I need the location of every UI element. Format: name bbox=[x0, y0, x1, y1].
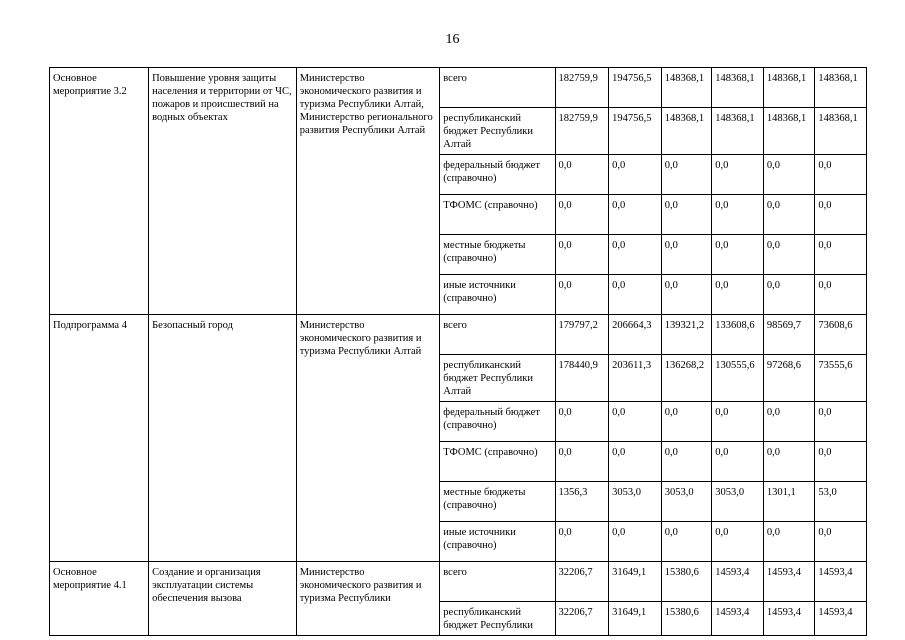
amount-cell: 148368,1 bbox=[661, 108, 712, 155]
amount-cell: 14593,4 bbox=[763, 602, 815, 636]
amount-cell: 0,0 bbox=[555, 235, 609, 275]
amount-cell: 203611,3 bbox=[609, 355, 662, 402]
amount-cell: 0,0 bbox=[661, 275, 712, 315]
amount-cell: 0,0 bbox=[609, 235, 662, 275]
funding-source-cell: республиканский бюджет Республики Алтай bbox=[440, 108, 555, 155]
funding-source-cell: ТФОМС (справочно) bbox=[440, 442, 555, 482]
amount-cell: 3053,0 bbox=[712, 482, 764, 522]
amount-cell: 0,0 bbox=[712, 402, 764, 442]
amount-cell: 0,0 bbox=[661, 195, 712, 235]
amount-cell: 32206,7 bbox=[555, 602, 609, 636]
amount-cell: 53,0 bbox=[815, 482, 867, 522]
amount-cell: 0,0 bbox=[609, 522, 662, 562]
amount-cell: 148368,1 bbox=[815, 108, 867, 155]
funding-source-cell: всего bbox=[440, 562, 555, 602]
amount-cell: 0,0 bbox=[555, 155, 609, 195]
amount-cell: 73608,6 bbox=[815, 315, 867, 355]
amount-cell: 0,0 bbox=[609, 442, 662, 482]
amount-cell: 0,0 bbox=[555, 402, 609, 442]
program-name-cell: Повышение уровня защиты населения и территории от ЧС, пожаров и происшествий на водных объектах bbox=[149, 68, 297, 315]
amount-cell: 0,0 bbox=[763, 522, 815, 562]
amount-cell: 31649,1 bbox=[609, 602, 662, 636]
amount-cell: 15380,6 bbox=[661, 562, 712, 602]
amount-cell: 14593,4 bbox=[712, 602, 764, 636]
amount-cell: 0,0 bbox=[763, 195, 815, 235]
amount-cell: 139321,2 bbox=[661, 315, 712, 355]
amount-cell: 0,0 bbox=[609, 155, 662, 195]
amount-cell: 0,0 bbox=[555, 442, 609, 482]
amount-cell: 0,0 bbox=[763, 402, 815, 442]
amount-cell: 0,0 bbox=[815, 235, 867, 275]
funding-source-cell: иные источники (справочно) bbox=[440, 275, 555, 315]
amount-cell: 0,0 bbox=[815, 155, 867, 195]
amount-cell: 182759,9 bbox=[555, 108, 609, 155]
funding-source-cell: республиканский бюджет Республики Алтай bbox=[440, 355, 555, 402]
amount-cell: 0,0 bbox=[712, 195, 764, 235]
funding-source-cell: ТФОМС (справочно) bbox=[440, 195, 555, 235]
amount-cell: 0,0 bbox=[555, 275, 609, 315]
amount-cell: 0,0 bbox=[661, 155, 712, 195]
amount-cell: 15380,6 bbox=[661, 602, 712, 636]
amount-cell: 0,0 bbox=[555, 522, 609, 562]
amount-cell: 148368,1 bbox=[712, 68, 764, 108]
amount-cell: 148368,1 bbox=[763, 108, 815, 155]
amount-cell: 0,0 bbox=[712, 442, 764, 482]
amount-cell: 98569,7 bbox=[763, 315, 815, 355]
program-name-cell: Создание и организация эксплуатации системы обеспечения вызова bbox=[149, 562, 297, 636]
funding-source-cell: федеральный бюджет (справочно) bbox=[440, 155, 555, 195]
amount-cell: 148368,1 bbox=[712, 108, 764, 155]
amount-cell: 0,0 bbox=[712, 235, 764, 275]
amount-cell: 0,0 bbox=[609, 195, 662, 235]
table-row bbox=[50, 68, 867, 108]
funding-source-cell: всего bbox=[440, 315, 555, 355]
budget-table-body bbox=[50, 68, 867, 636]
amount-cell: 3053,0 bbox=[609, 482, 662, 522]
amount-cell: 0,0 bbox=[815, 402, 867, 442]
program-name-cell: Безопасный город bbox=[149, 315, 297, 562]
amount-cell: 194756,5 bbox=[609, 108, 662, 155]
amount-cell: 0,0 bbox=[815, 442, 867, 482]
executor-cell: Министерство экономического развития и туризма Республики bbox=[296, 562, 440, 636]
program-code-cell: Основное мероприятие 4.1 bbox=[50, 562, 149, 636]
funding-source-cell: местные бюджеты (справочно) bbox=[440, 482, 555, 522]
amount-cell: 0,0 bbox=[815, 195, 867, 235]
amount-cell: 0,0 bbox=[763, 155, 815, 195]
amount-cell: 32206,7 bbox=[555, 562, 609, 602]
amount-cell: 206664,3 bbox=[609, 315, 662, 355]
program-code-cell: Подпрограмма 4 bbox=[50, 315, 149, 562]
amount-cell: 3053,0 bbox=[661, 482, 712, 522]
amount-cell: 136268,2 bbox=[661, 355, 712, 402]
amount-cell: 0,0 bbox=[609, 402, 662, 442]
budget-table bbox=[49, 67, 867, 636]
amount-cell: 0,0 bbox=[712, 275, 764, 315]
amount-cell: 0,0 bbox=[661, 402, 712, 442]
funding-source-cell: федеральный бюджет (справочно) bbox=[440, 402, 555, 442]
amount-cell: 133608,6 bbox=[712, 315, 764, 355]
page-number: 16 bbox=[445, 32, 460, 47]
funding-source-cell: иные источники (справочно) bbox=[440, 522, 555, 562]
amount-cell: 0,0 bbox=[661, 442, 712, 482]
amount-cell: 0,0 bbox=[555, 195, 609, 235]
amount-cell: 0,0 bbox=[763, 235, 815, 275]
amount-cell: 97268,6 bbox=[763, 355, 815, 402]
amount-cell: 0,0 bbox=[712, 155, 764, 195]
amount-cell: 179797,2 bbox=[555, 315, 609, 355]
executor-cell: Министерство экономического развития и туризма Республики Алтай, Министерство регионального развития Республики Алтай bbox=[296, 68, 440, 315]
program-code-cell: Основное мероприятие 3.2 bbox=[50, 68, 149, 315]
amount-cell: 0,0 bbox=[763, 275, 815, 315]
amount-cell: 0,0 bbox=[609, 275, 662, 315]
amount-cell: 1356,3 bbox=[555, 482, 609, 522]
amount-cell: 14593,4 bbox=[815, 602, 867, 636]
amount-cell: 73555,6 bbox=[815, 355, 867, 402]
amount-cell: 0,0 bbox=[763, 442, 815, 482]
funding-source-cell: республиканский бюджет Республики bbox=[440, 602, 555, 636]
amount-cell: 0,0 bbox=[661, 235, 712, 275]
amount-cell: 31649,1 bbox=[609, 562, 662, 602]
amount-cell: 194756,5 bbox=[609, 68, 662, 108]
amount-cell: 0,0 bbox=[712, 522, 764, 562]
amount-cell: 178440,9 bbox=[555, 355, 609, 402]
amount-cell: 0,0 bbox=[661, 522, 712, 562]
amount-cell: 182759,9 bbox=[555, 68, 609, 108]
amount-cell: 14593,4 bbox=[815, 562, 867, 602]
amount-cell: 130555,6 bbox=[712, 355, 764, 402]
funding-source-cell: всего bbox=[440, 68, 555, 108]
funding-source-cell: местные бюджеты (справочно) bbox=[440, 235, 555, 275]
executor-cell: Министерство экономического развития и туризма Республики Алтай bbox=[296, 315, 440, 562]
table-row bbox=[50, 315, 867, 355]
amount-cell: 148368,1 bbox=[815, 68, 867, 108]
amount-cell: 1301,1 bbox=[763, 482, 815, 522]
amount-cell: 14593,4 bbox=[712, 562, 764, 602]
amount-cell: 0,0 bbox=[815, 522, 867, 562]
amount-cell: 0,0 bbox=[815, 275, 867, 315]
amount-cell: 148368,1 bbox=[763, 68, 815, 108]
table-row bbox=[50, 562, 867, 602]
amount-cell: 14593,4 bbox=[763, 562, 815, 602]
amount-cell: 148368,1 bbox=[661, 68, 712, 108]
